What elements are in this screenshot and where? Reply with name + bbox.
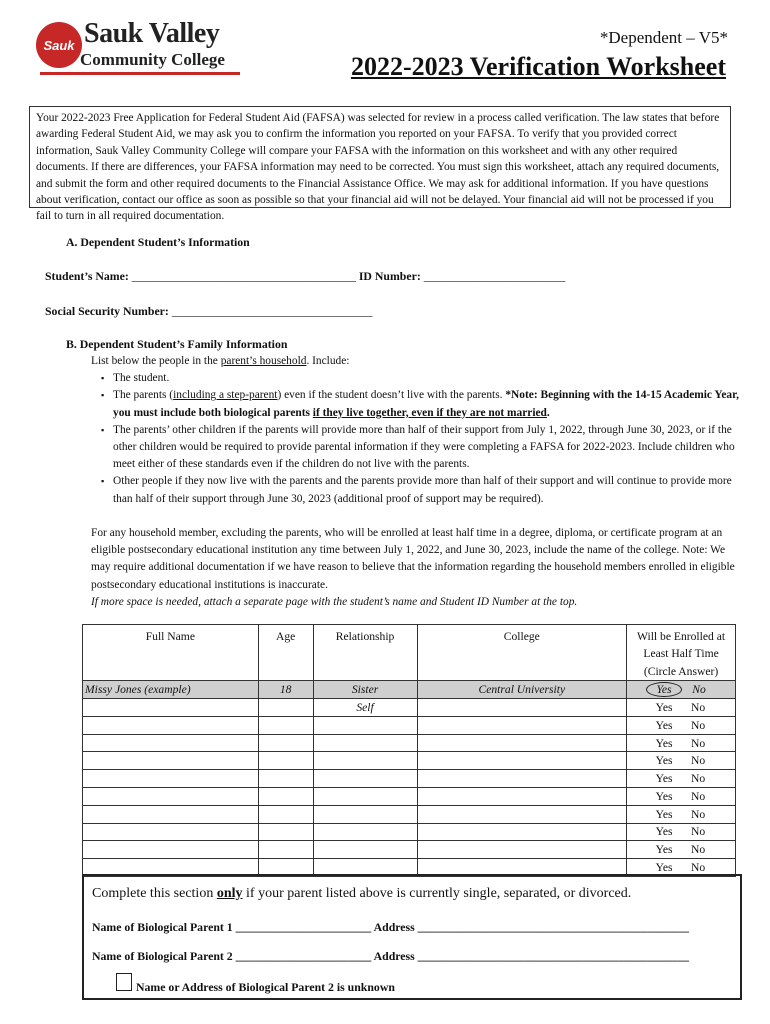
table-row [83, 823, 736, 841]
college-cell[interactable] [417, 770, 627, 788]
college-logo [36, 20, 246, 78]
table-header-row [83, 625, 736, 681]
bullet2-pre: The parents ( [113, 389, 174, 402]
instructions-pre: Complete this section [92, 886, 217, 901]
relationship-cell[interactable] [313, 716, 417, 734]
section-b-list [91, 353, 741, 508]
id-number-label: ID Number: [358, 269, 421, 283]
relationship-self: Self [313, 699, 417, 717]
parent2-address-field[interactable]: ______________________________________________ [417, 949, 689, 963]
no-option[interactable]: No [690, 754, 706, 768]
student-name-field[interactable]: ______________________________________ [131, 269, 356, 283]
no-option[interactable]: No [690, 772, 706, 786]
college-cell[interactable] [417, 805, 627, 823]
relationship-cell[interactable] [313, 788, 417, 806]
id-number-field[interactable]: ________________________ [423, 269, 566, 283]
no-option[interactable]: No [690, 807, 706, 821]
table-row-example [83, 681, 736, 699]
parent1-name-field[interactable]: _______________________ [235, 920, 372, 934]
table-row [83, 788, 736, 806]
section-a-heading: A. Dependent Student’s Information [66, 235, 250, 249]
age-cell[interactable] [258, 788, 313, 806]
bullet-other-children: ▪ The parents’ other children if the parents will provide more than half of their support from July 1, 2022, through June 30, 2023, or if the other children would be required to provide parental information if they were completing a FAFSA for 2022-2023. Include children who meet either of these standards even if the children do not live with the parents. [91, 422, 741, 474]
header-relationship: Relationship [313, 625, 417, 681]
name-cell[interactable] [83, 734, 259, 752]
example-enrolled [627, 681, 736, 699]
table-row [83, 699, 736, 717]
parent2-unknown-checkbox[interactable] [116, 973, 132, 991]
ssn-field[interactable]: __________________________________ [171, 304, 373, 318]
college-cell[interactable] [417, 699, 627, 717]
enrolled-cell[interactable] [627, 841, 736, 859]
age-cell[interactable] [258, 716, 313, 734]
age-cell[interactable] [258, 823, 313, 841]
bullet-student: ▪ The student. [91, 370, 741, 387]
no-option[interactable]: No [690, 861, 706, 875]
enrolled-cell[interactable] [627, 734, 736, 752]
name-cell[interactable] [83, 823, 259, 841]
biological-parent-section [82, 874, 742, 1000]
enrolled-cell[interactable] [627, 770, 736, 788]
name-cell[interactable] [83, 699, 259, 717]
yes-option[interactable]: Yes [655, 718, 673, 732]
relationship-cell[interactable] [313, 823, 417, 841]
enrolled-cell[interactable] [627, 716, 736, 734]
table-row [83, 752, 736, 770]
logo-line1: Sauk Valley [84, 18, 220, 49]
relationship-cell[interactable] [313, 770, 417, 788]
header-age: Age [258, 625, 313, 681]
college-cell[interactable] [417, 716, 627, 734]
age-cell[interactable] [258, 699, 313, 717]
yes-option[interactable]: Yes [655, 754, 673, 768]
logo-underline [40, 72, 240, 75]
college-cell[interactable] [417, 734, 627, 752]
name-cell[interactable] [83, 788, 259, 806]
yes-option-circled: Yes [646, 682, 682, 697]
yes-option[interactable]: Yes [655, 807, 673, 821]
table-row [83, 770, 736, 788]
age-cell[interactable] [258, 841, 313, 859]
relationship-cell[interactable] [313, 734, 417, 752]
yes-option[interactable]: Yes [655, 843, 673, 857]
age-cell[interactable] [258, 770, 313, 788]
bullet2-end: . [546, 406, 550, 419]
ssn-row [45, 304, 372, 319]
header-enrolled-line3: (Circle Answer) [643, 664, 719, 678]
no-option[interactable]: No [690, 825, 706, 839]
ssn-label: Social Security Number: [45, 304, 169, 318]
enrollment-paragraph: For any household member, excluding the parents, who will be enrolled at least half time in a degree, diploma, or certificate program at an eligible postsecondary educational institution any time between July 1, 2022, and June 30, 2023, include the name of the college. Note: We may require additional documentation if we have reason to believe that the information regarding the household members enrolled in eligible postsecondary educational institutions is inaccurate. [91, 527, 735, 591]
yes-option[interactable]: Yes [655, 736, 673, 750]
header-college: College [417, 625, 627, 681]
parent-household-term: parent’s household [220, 355, 307, 367]
more-space-note: If more space is needed, attach a separate page with the student’s name and Student ID Number at the top. [91, 595, 578, 608]
parent2-row [92, 949, 689, 964]
table-row [83, 716, 736, 734]
no-option[interactable]: No [690, 700, 706, 714]
example-name: Missy Jones (example) [83, 681, 259, 699]
name-cell[interactable] [83, 841, 259, 859]
age-cell[interactable] [258, 805, 313, 823]
no-option: No [692, 683, 706, 697]
college-cell[interactable] [417, 823, 627, 841]
college-cell[interactable] [417, 752, 627, 770]
no-option[interactable]: No [690, 843, 706, 857]
name-cell[interactable] [83, 716, 259, 734]
parent2-unknown-label: Name or Address of Biological Parent 2 is unknown [136, 980, 395, 994]
version-label: *Dependent – V5* [599, 28, 728, 47]
bullet2-note-underline: if they live together, even if they are not married [312, 406, 547, 419]
student-name-row [45, 269, 565, 284]
parent2-name-field[interactable]: _______________________ [235, 949, 372, 963]
yes-option[interactable]: Yes [655, 700, 673, 714]
parent2-label: Name of Biological Parent 2 [92, 949, 233, 963]
parent1-address-field[interactable]: ______________________________________________ [417, 920, 689, 934]
header-full-name: Full Name [83, 625, 259, 681]
relationship-cell[interactable] [313, 805, 417, 823]
header-enrolled-line1: Will be Enrolled at [637, 630, 726, 643]
enrolled-cell[interactable] [627, 788, 736, 806]
no-option[interactable]: No [690, 718, 706, 732]
parent1-row [92, 920, 689, 935]
name-cell[interactable] [83, 752, 259, 770]
bullet-other-people: ▪ Other people if they now live with the parents and the parents provide more than half of their support and will continue to provide more than half of their support through June 30, 2023 (additional proof of support may be required). [91, 473, 741, 507]
yes-option[interactable]: Yes [655, 861, 673, 875]
instructions-only: only [216, 886, 243, 901]
college-cell[interactable] [417, 841, 627, 859]
enrolled-cell[interactable] [627, 699, 736, 717]
yes-option[interactable]: Yes [655, 825, 673, 839]
header-enrolled-line2: Least Half Time [643, 647, 719, 661]
enrolled-cell[interactable] [627, 823, 736, 841]
student-name-label: Student’s Name: [45, 269, 129, 283]
example-age: 18 [258, 681, 313, 699]
college-cell[interactable] [417, 788, 627, 806]
bullet-parents [91, 387, 741, 421]
page-title: 2022-2023 Verification Worksheet [350, 52, 726, 81]
lead-text: List below the people in the [91, 355, 221, 367]
intro-box: Your 2022-2023 Free Application for Federal Student Aid (FAFSA) was selected for review in a process called verification. The law states that before awarding Federal Student Aid, we may ask you to confirm the information you reported on your FAFSA. To verify that you provided correct information, Sauk Valley Community College will compare your FAFSA with the information on this worksheet and with any other required documents. If there are differences, your FAFSA information may need to be corrected. You must sign this worksheet, attach any required documents, and submit the form and other required documents to the Financial Assistance Office. We may ask for additional information. If you have questions about verification, contact our office as soon as possible so that your financial aid will not be delayed. Your financial aid will not be processed if you fail to turn in all required documentation. [29, 106, 731, 208]
relationship-cell[interactable] [313, 841, 417, 859]
enrolled-cell[interactable] [627, 805, 736, 823]
bullet2-mid: ) even if the student doesn’t live with the parents. [277, 389, 506, 402]
name-cell[interactable] [83, 770, 259, 788]
example-college: Central University [417, 681, 627, 699]
header-enrolled [627, 625, 736, 681]
logo-line2: Community College [80, 50, 225, 69]
no-option[interactable]: No [690, 736, 706, 750]
relationship-cell[interactable] [313, 752, 417, 770]
lead-tail: . Include: [306, 355, 350, 367]
no-option[interactable]: No [690, 789, 706, 803]
enrolled-cell[interactable] [627, 752, 736, 770]
parent2-address-label: Address [373, 949, 415, 963]
instructions-post: if your parent listed above is currently single, separated, or divorced. [242, 886, 632, 901]
household-table [82, 624, 736, 877]
table-row [83, 841, 736, 859]
yes-option[interactable]: Yes [655, 789, 673, 803]
age-cell[interactable] [258, 752, 313, 770]
name-cell[interactable] [83, 805, 259, 823]
household-lead [91, 353, 741, 370]
parent1-address-label: Address [373, 920, 415, 934]
example-relationship: Sister [313, 681, 417, 699]
bullet2-underline: including a step-parent [173, 389, 278, 402]
table-row [83, 805, 736, 823]
age-cell[interactable] [258, 734, 313, 752]
yes-option[interactable]: Yes [655, 772, 673, 786]
parent1-label: Name of Biological Parent 1 [92, 920, 233, 934]
section-b-heading: B. Dependent Student’s Family Information [66, 337, 288, 351]
college-enrollment-note [91, 525, 741, 611]
table-row [83, 734, 736, 752]
biological-parent-instructions [92, 886, 631, 902]
bullet2-note: *Note: Beginning with the 14-15 Academic Year, you must include both biological parents [113, 389, 739, 419]
logo-badge: Sauk [36, 22, 82, 68]
